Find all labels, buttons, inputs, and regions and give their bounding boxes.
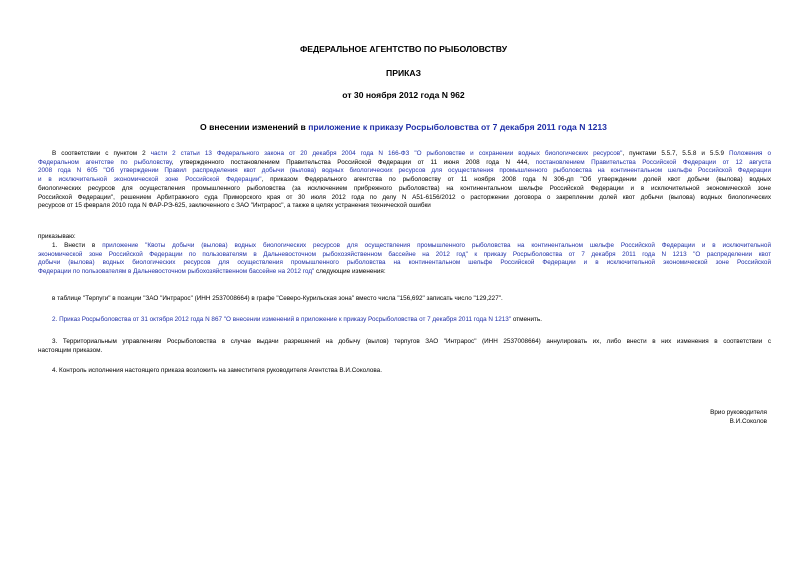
item-1-paragraph: [38, 242, 771, 277]
item-1-line-1: 1. Внести в приложение "Квоты добычи (вылова) водных биологических ресурсов для осуществления промышленного рыболовства на континентальном шельфе Российской Федерации и в исключительной: [52, 242, 771, 249]
preamble-line-2: Федеральном агентстве по рыболовству, утвержденного постановлением Правительства Российской Федерации от 11 июня 2008 года N 444, постановлением Правительства Российской Федерации от 12 августа: [38, 158, 771, 166]
item-2-paragraph: 2. Приказ Росрыболовства от 31 октября 2012 года N 867 "О внесении изменений в приложение к приказу Росрыболовства от 7 декабря 2011 года N 1213" отменить.: [52, 316, 543, 323]
item-1-line-3[interactable]: добычи (вылова) водных биологических ресурсов для осуществления промышленного рыболовства на континентальном шельфе Российской Федерации и в исключительной экономической зоне Российской: [38, 259, 771, 267]
government-decree-link[interactable]: постановлением Правительства Российской Федерации от 12 августа: [535, 158, 771, 166]
regulation-link-cont[interactable]: Федеральном агентстве по рыболовству: [38, 158, 172, 166]
item-1-line-4: Федерации по пользователям в Дальневосточном рыбохозяйственном бассейне на 2012 год" следующие изменения:: [38, 268, 386, 276]
preamble-line-4: и в исключительной экономической зоне Российской Федерации", приказом Федерального агентства по рыболовству от 11 ноября 2008 года N 306-дп "Об утверждении долей квот добычи (вылова) водных: [38, 176, 771, 184]
item-3-paragraph: [38, 338, 771, 355]
title-prefix: О внесении изменений в: [200, 122, 309, 132]
order-word: приказываю:: [38, 233, 76, 240]
law-link[interactable]: части 2 статьи 13 Федерального закона от 20 декабря 2004 года N 166-ФЗ "О рыболовстве и сохранении водных биологических ресурсов": [150, 150, 623, 157]
item-1-line-2[interactable]: экономической зоне Российской Федерации по пользователям в Дальневосточном рыбохозяйственном бассейне на 2012 год" к приказу Росрыболовства от 7 декабря 2011 года N 1213 "О распределении квот: [38, 250, 771, 258]
preamble-line-5: биологических ресурсов для осуществления промышленного рыболовства (за исключением прибрежного рыболовства) на континентальном шельфе Российской Федерации и в исключительной экономической зоне: [38, 184, 771, 192]
regulation-link[interactable]: Положения о: [729, 150, 771, 157]
preamble-line-7: ресурсов от 15 февраля 2010 года N ФАР-РЭ-625, заключенного с ЗАО "Интрарос", а также в целях устранения технической ошибки: [38, 202, 431, 210]
title-link[interactable]: приложение к приказу Росрыболовства от 7 декабря 2011 года N 1213: [308, 122, 607, 132]
signatory-name: В.И.Соколов: [729, 418, 767, 425]
preamble-line-6: Российской Федерации", решением Арбитражного суда Приморского края от 30 июля 2012 года по делу N А51-6156/2012 о расторжении договора о закреплении долей квот добычи (вылова) водных биологических: [38, 193, 771, 201]
preamble-line-1: В соответствии с пунктом 2 части 2 статьи 13 Федерального закона от 20 декабря 2004 года N 166-ФЗ "О рыболовстве и сохранении водных биологических ресурсов", пунктами 5.5.7, 5.5.8 и 5.5.9 Положения о: [52, 150, 771, 157]
agency-name: ФЕДЕРАЛЬНОЕ АГЕНТСТВО ПО РЫБОЛОВСТВУ: [299, 44, 508, 54]
document-type: ПРИКАЗ: [386, 68, 421, 78]
item-2-number: 2.: [52, 316, 60, 323]
annex-link[interactable]: приложение "Квоты добычи (вылова) водных биологических ресурсов для осуществления промышленного рыболовства на континентальном шельфе Российской Федерации и в исключительной: [102, 242, 771, 249]
annex-link-end[interactable]: Федерации по пользователям в Дальневосточном рыбохозяйственном бассейне на 2012 год": [38, 268, 315, 276]
item-1-subparagraph: в таблице "Терпуги" в позиции "ЗАО "Интрарос" (ИНН 2537008664) в графе "Северо-Курильская зона" вместо числа "156,692" записать число "129,227".: [52, 295, 503, 302]
preamble-line-3: [38, 167, 771, 176]
item-3-line-2: настоящим приказом.: [38, 346, 103, 354]
signatory-position: Врио руководителя: [710, 409, 767, 416]
preamble-paragraph: [38, 150, 771, 211]
item-4-paragraph: 4. Контроль исполнения настоящего приказа возложить на заместителя руководителя Агентства В.И.Соколова.: [52, 367, 382, 374]
signature-block: [710, 408, 767, 426]
document-title: [0, 122, 807, 133]
item-3-line-1: 3. Территориальным управлениям Росрыболовства в случае выдачи разрешений на добычу (вылов) терпугов ЗАО "Интрарос" (ИНН 2537008664) аннулировать их, либо внести в них изменения в соответствии с: [52, 338, 771, 345]
government-decree-link-cont[interactable]: 2008 года N 605 "Об утверждении Правил распределения квот добычи (вылова) водных биологических ресурсов для осуществления промышленного рыболовства на континентальном шельфе Российской Федерации: [38, 167, 771, 175]
government-decree-link-end[interactable]: и в исключительной экономической зоне Российской Федерации": [38, 176, 262, 184]
document-date-number: от 30 ноября 2012 года N 962: [342, 90, 465, 100]
cancelled-order-link[interactable]: Приказ Росрыболовства от 31 октября 2012 года N 867 "О внесении изменений в приложение к приказу Росрыболовства от 7 декабря 2011 года N 1213": [59, 316, 512, 323]
